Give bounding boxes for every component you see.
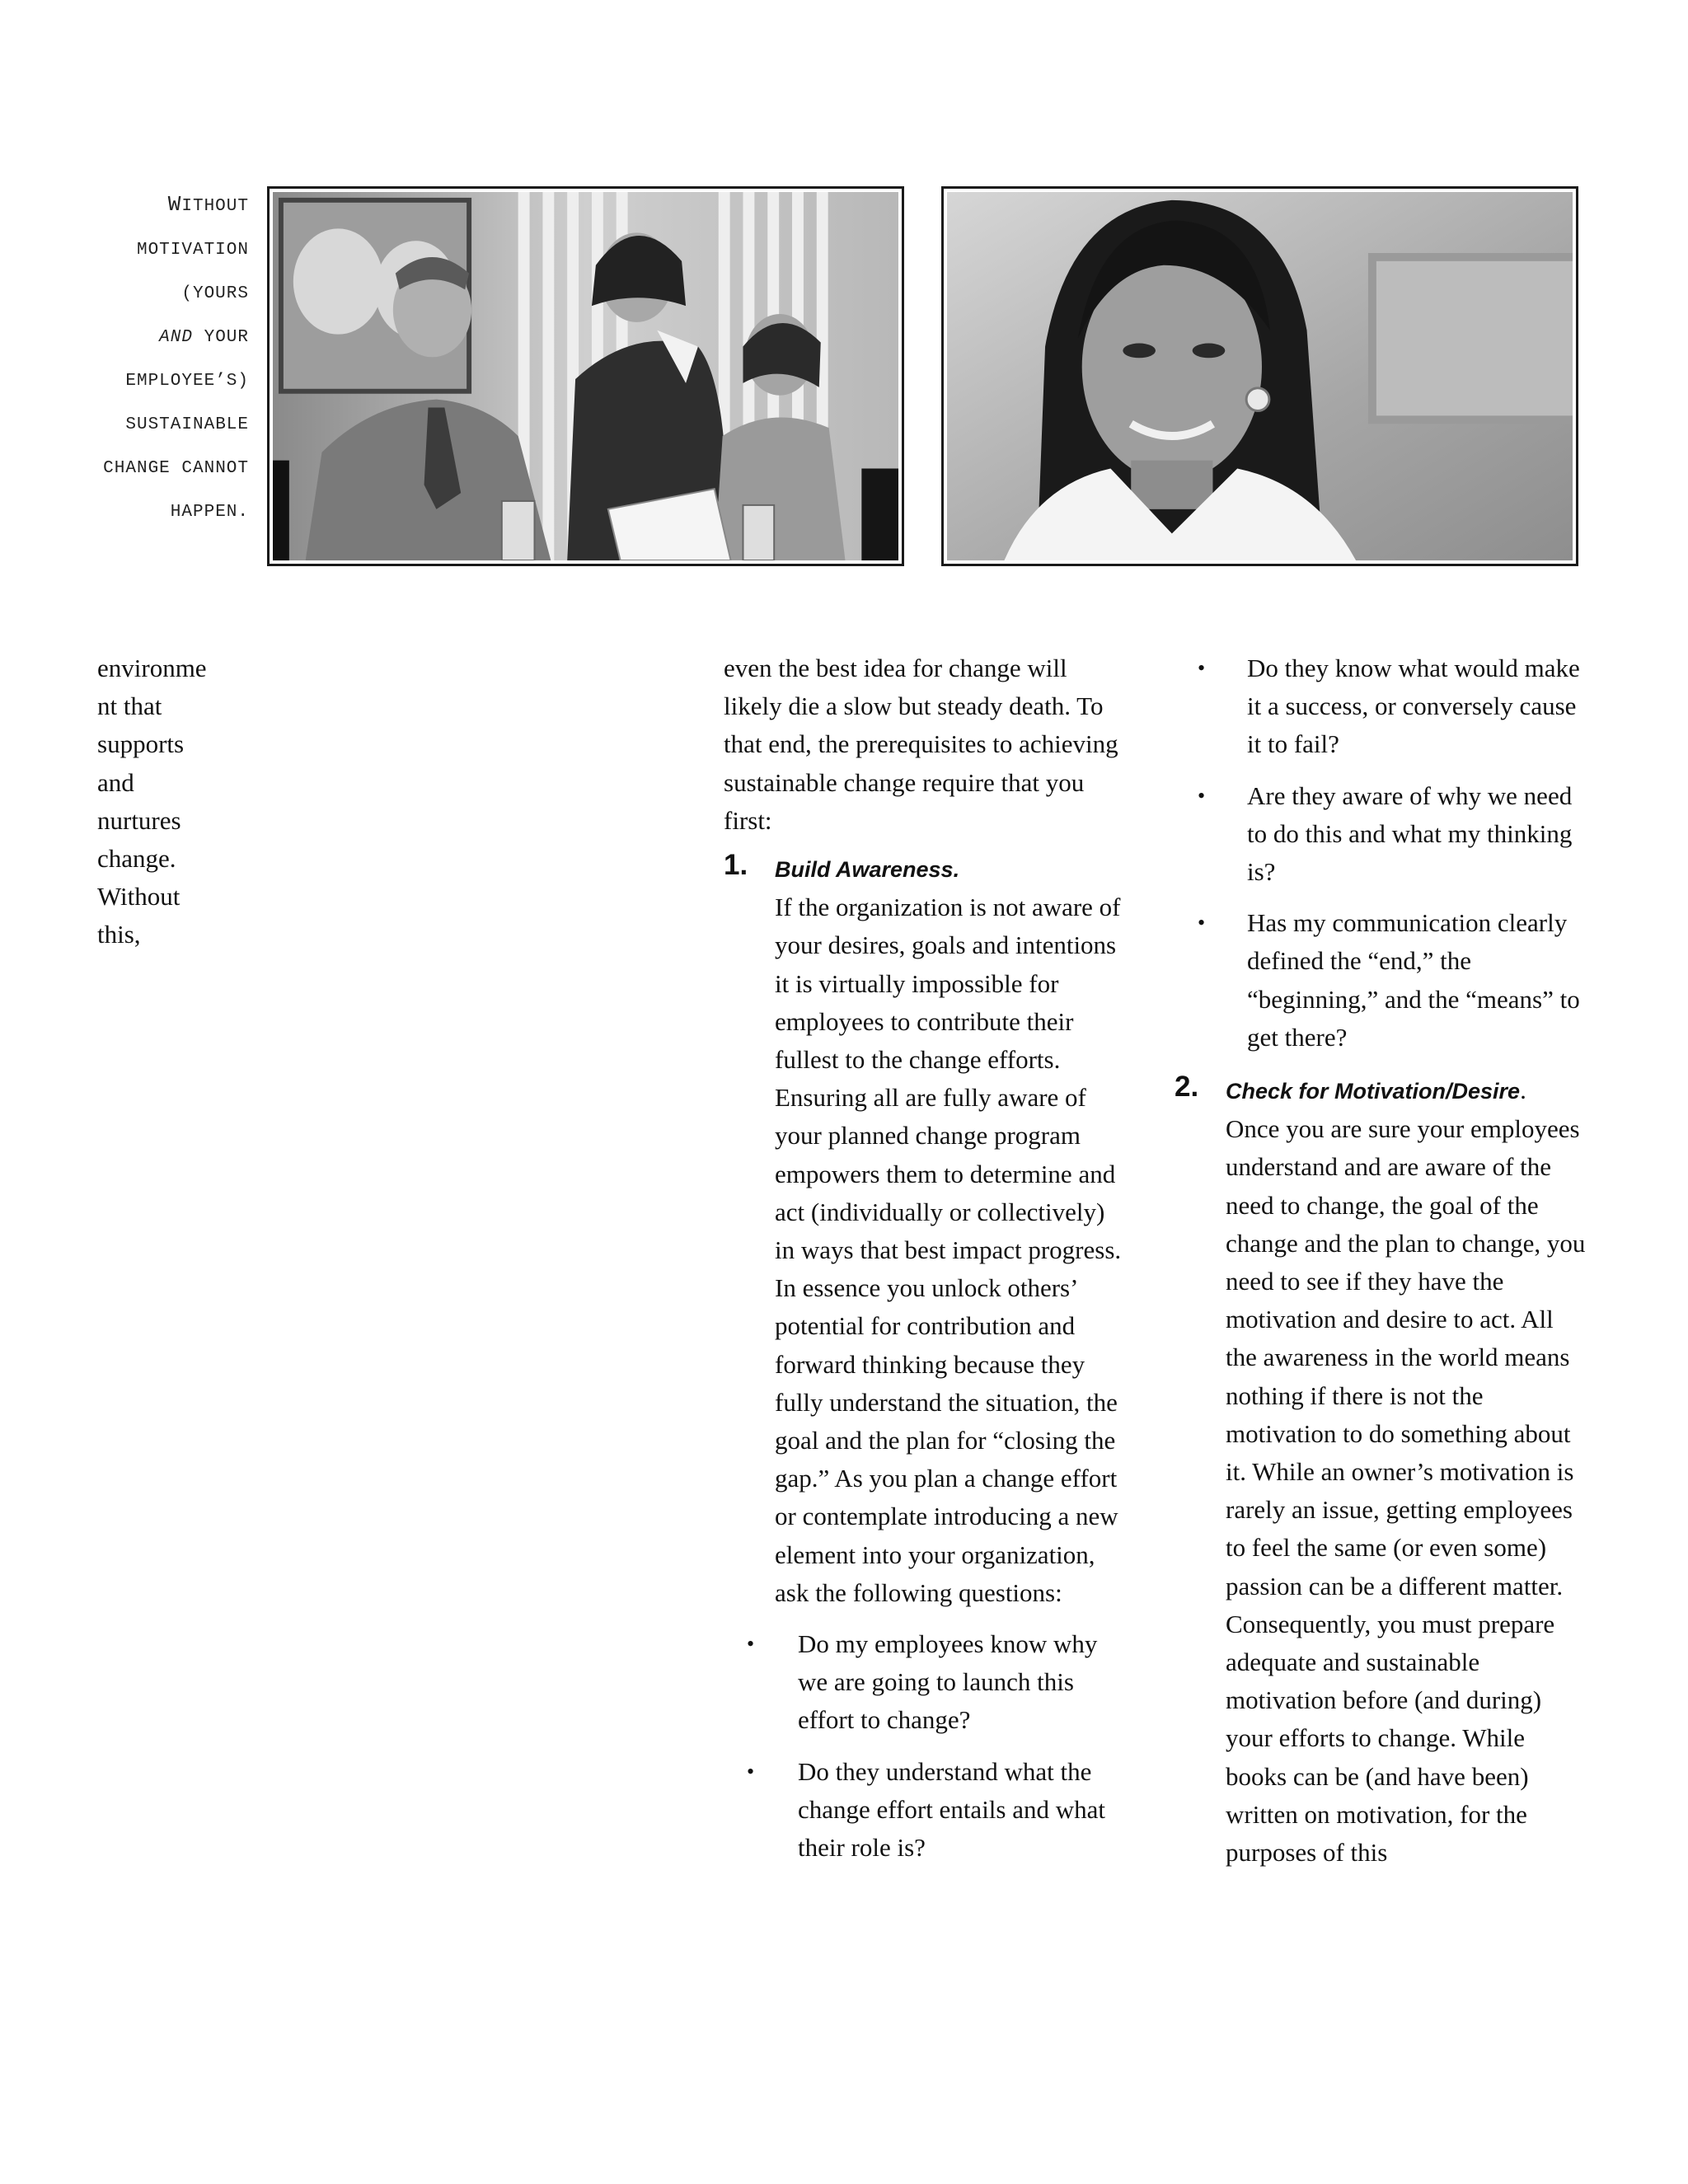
list-item <box>1175 649 1587 764</box>
list-item <box>1175 777 1587 892</box>
numbered-heading-1 <box>724 850 1128 888</box>
section-heading: Check for Motivation/Desire <box>1226 1079 1521 1104</box>
question-list <box>1175 649 1587 1057</box>
pull-quote-emphasis: AND <box>159 328 193 347</box>
drop-letter: W <box>167 192 182 217</box>
list-item <box>724 1753 1128 1868</box>
column-3 <box>1175 649 1587 1872</box>
pull-quote-text: YOUR <box>192 328 249 347</box>
text-line: nt that <box>97 691 162 721</box>
text-line: change. <box>97 844 176 874</box>
text-line: and <box>97 767 134 797</box>
text-line: this, <box>97 920 141 949</box>
list-item-text: Do they understand what the change effort entails and what their role is? <box>798 1756 1105 1863</box>
bullet-icon: • <box>1198 783 1206 808</box>
bullet-icon: • <box>1198 911 1206 935</box>
portrait-photo <box>941 186 1578 566</box>
list-item-text: Do my employees know why we are going to launch this effort to change? <box>798 1629 1098 1735</box>
pull-quote-line: EMPLOYEE’S) <box>125 372 249 391</box>
pull-quote-line <box>82 183 249 228</box>
pull-quote-line: CHANGE CANNOT <box>103 459 249 478</box>
column-2 <box>724 649 1128 1867</box>
numbered-heading-2 <box>1175 1071 1587 1110</box>
bullet-icon: • <box>747 1632 755 1657</box>
pull-quote-line: SUSTAINABLE <box>125 415 249 434</box>
section-body: Once you are sure your employees understand and are aware of the need to change, the goal of the change and the plan to change, you need to see if they have the motivation and desire to act. All the awareness in the world means nothing if there is not the motivation to do something about it. While an owner’s motivation is rarely an issue, getting employees to feel the same (or even some) passion can be a different matter. Consequently, you must prepare adequate and sustainable motivation before (and during) your efforts to change. While books can be (and have been) written on motivation, for the purposes of this <box>1226 1114 1586 1868</box>
column-1 <box>97 649 246 954</box>
list-item-text: Are they aware of why we need to do this and what my thinking is? <box>1247 780 1573 887</box>
pull-quote-line: (YOURS <box>181 284 249 303</box>
pull-quote-text: ITHOUT <box>181 197 249 216</box>
text-line: Without <box>97 882 181 912</box>
text-line: nurtures <box>97 805 181 835</box>
list-item-text: Do they know what would make it a success, or conversely cause it to fail? <box>1247 654 1580 759</box>
pull-quote-line <box>82 316 249 359</box>
intro-paragraph: even the best idea for change will likely die a slow but steady death. To that end, the prerequisites to achieving sustainable change require that you first: <box>724 654 1118 835</box>
question-list <box>724 1625 1128 1867</box>
bullet-icon: • <box>1198 656 1206 680</box>
pull-quote-line: MOTIVATION <box>136 241 249 260</box>
text-line: environme <box>97 654 207 682</box>
meeting-photo <box>267 186 904 566</box>
meeting-photo-image <box>273 192 898 560</box>
item-number: 1. <box>724 849 748 882</box>
portrait-photo-image <box>947 192 1573 560</box>
bullet-icon: • <box>747 1759 755 1783</box>
list-item <box>1175 904 1587 1057</box>
list-item-text: Has my communication clearly defined the “end,” the “beginning,” and the “means” to get there? <box>1247 908 1580 1052</box>
item-number: 2. <box>1175 1071 1199 1104</box>
text-line: supports <box>97 729 185 759</box>
section-body: If the organization is not aware of your desires, goals and intentions it is virtually impossible for employees to contribute their fullest to the change efforts. Ensuring all are fully aware of your planned change program empowers them to determine and act (individually or collectively) in ways that best impact progress. In essence you unlock others’ potential for contribution and forward thinking because they fully understand the situation, the goal and the plan for “closing the gap.” As you plan a change effort or contemplate introducing a new element into your organization, ask the following questions: <box>775 893 1122 1607</box>
pull-quote <box>82 183 249 534</box>
section-heading: Build Awareness. <box>775 857 960 883</box>
pull-quote-line: HAPPEN. <box>170 503 249 522</box>
heading-period: . <box>1520 1076 1526 1105</box>
list-item <box>724 1625 1128 1740</box>
